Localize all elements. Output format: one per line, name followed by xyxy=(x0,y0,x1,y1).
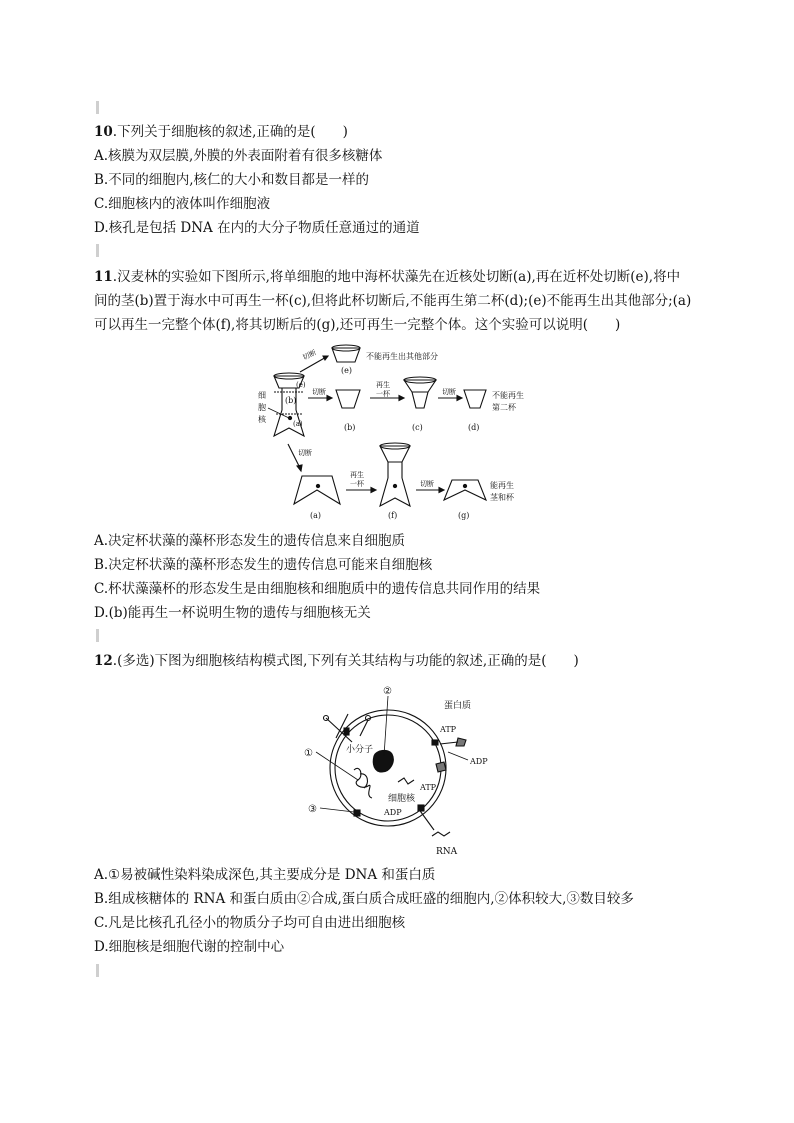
q11-number: 11 xyxy=(94,269,113,285)
protein-shape xyxy=(436,762,446,772)
q12-option-a: A.①易被碱性染料染成深色,其主要成分是 DNA 和蛋白质 xyxy=(94,867,436,883)
label-b: (b) xyxy=(344,423,356,432)
label-cut-4: 切断 xyxy=(298,449,312,457)
label-atp-2: ATP xyxy=(420,783,437,792)
nucleus-label-2: 胞 xyxy=(258,403,266,412)
label-a-bottom: (a) xyxy=(310,511,322,520)
q10-number: 10 xyxy=(94,124,113,140)
pointer-adp xyxy=(448,752,468,760)
arrowhead xyxy=(323,356,328,360)
label-regen-1b: 一杯 xyxy=(376,390,390,398)
label-e-top: (e) xyxy=(341,366,352,375)
q11-option-a: A.决定杯状藻的藻杯形态发生的遗传信息来自细胞质 xyxy=(94,533,406,549)
chromatin xyxy=(354,768,372,798)
q12-stem xyxy=(94,652,579,670)
label-f: (f) xyxy=(388,511,398,520)
pointer-1 xyxy=(316,752,358,780)
pointer-2 xyxy=(384,696,388,756)
label-cut-3: 切断 xyxy=(442,388,456,396)
arrow-protein-in xyxy=(440,742,458,744)
label-e-note: 不能再生出其他部分 xyxy=(366,352,438,361)
pointer-3 xyxy=(320,808,354,812)
q11-option-b: B.决定杯状藻的藻杯形态发生的遗传信息可能来自细胞核 xyxy=(94,557,433,573)
label-cut-1: 切断 xyxy=(301,348,318,362)
label-rna: RNA xyxy=(436,847,458,857)
q10-option-c: C.细胞核内的液体叫作细胞液 xyxy=(94,196,271,212)
nucleus-dot xyxy=(393,484,396,487)
label-d: (d) xyxy=(468,423,480,432)
label-c: (c) xyxy=(412,423,423,432)
q12-option-c: C.凡是比核孔孔径小的物质分子均可自由进出细胞核 xyxy=(94,915,406,931)
label-circle-3: ③ xyxy=(308,804,317,815)
label-circle-1: ① xyxy=(304,748,313,759)
nucleolus xyxy=(373,750,393,772)
rna-strand xyxy=(432,832,450,836)
label-g: (g) xyxy=(458,511,470,520)
label-b-whole: (b) xyxy=(285,396,297,405)
acetabularia-experiment-diagram xyxy=(252,340,542,525)
label-no-second-1: 不能再生 xyxy=(492,391,524,400)
label-a-whole: (a) xyxy=(293,420,303,428)
arrowhead xyxy=(457,396,462,401)
stem-f xyxy=(388,462,402,478)
q11-stem-text-1: .汉麦林的实验如下图所示,将单细胞的地中海杯状藻先在近核处切断(a),再在近杯处切断(e),将中 xyxy=(112,269,681,285)
separator-mark xyxy=(96,244,99,257)
q10-stem xyxy=(94,123,348,141)
q11-option-c: C.杯状藻藻杯的形态发生是由细胞核和细胞质中的遗传信息共同作用的结果 xyxy=(94,581,541,597)
label-regen-2a: 再生 xyxy=(350,471,364,479)
nuclear-pore xyxy=(432,740,438,745)
stem-b xyxy=(336,390,360,408)
rhizoid-f xyxy=(380,478,410,506)
q12-number: 12 xyxy=(94,653,113,669)
arrowhead xyxy=(327,396,332,401)
q12-stem-text: .(多选)下图为细胞核结构模式图,下列有关其结构与功能的叙述,正确的是( ) xyxy=(112,653,579,669)
label-adp-1: ADP xyxy=(470,757,488,766)
q10-option-a: A.核膜为双层膜,外膜的外表面附着有很多核糖体 xyxy=(94,148,383,164)
nuclear-pore xyxy=(354,810,360,816)
label-regen-stem-2: 茎和杯 xyxy=(490,493,514,502)
label-nucleus: 细胞核 xyxy=(388,794,416,804)
nucleus-dot xyxy=(316,484,319,487)
nucleus-label-1: 细 xyxy=(258,391,266,400)
q12-option-d: D.细胞核是细胞代谢的控制中心 xyxy=(94,939,285,955)
q10-stem-text: .下列关于细胞核的叙述,正确的是( ) xyxy=(112,124,348,140)
q10-option-d: D.核孔是包括 DNA 在内的大分子物质任意通过的通道 xyxy=(94,220,420,236)
arrowhead xyxy=(297,465,302,471)
q11-stem-line-1 xyxy=(94,268,680,286)
arrowhead xyxy=(371,488,376,493)
arrowhead xyxy=(439,488,444,493)
label-cut-5: 切断 xyxy=(420,480,434,488)
rhizoid-a xyxy=(294,476,340,504)
label-small-molecule: 小分子 xyxy=(346,745,374,755)
nucleus-pointer xyxy=(268,408,289,418)
q10-option-b: B.不同的细胞内,核仁的大小和数目都是一样的 xyxy=(94,172,370,188)
nucleus-dot xyxy=(463,484,466,487)
nucleus-structure-diagram xyxy=(298,680,498,858)
label-cut-2: 切断 xyxy=(312,388,326,396)
q11-stem-line-3: 可以再生一完整个体(f),将其切断后的(g),还可再生一完整个体。这个实验可以说明( ) xyxy=(94,317,621,333)
q12-option-b: B.组成核糖体的 RNA 和蛋白质由②合成,蛋白质合成旺盛的细胞内,②体积较大,③数目较多 xyxy=(94,891,634,907)
nucleus-label-3: 核 xyxy=(258,415,266,424)
separator-mark xyxy=(96,964,99,977)
stem-c xyxy=(412,392,428,408)
label-adp-2: ADP xyxy=(384,808,402,817)
label-e-small: (e) xyxy=(296,381,306,389)
stem-d xyxy=(464,390,486,408)
rna-strand xyxy=(398,778,414,784)
q11-option-d: D.(b)能再生一杯说明生物的遗传与细胞核无关 xyxy=(94,605,371,621)
label-protein: 蛋白质 xyxy=(444,701,472,711)
arrowhead xyxy=(399,396,404,401)
separator-mark xyxy=(96,101,99,114)
label-atp-1: ATP xyxy=(440,725,457,734)
label-regen-1a: 再生 xyxy=(376,381,390,389)
separator-mark xyxy=(96,629,99,642)
nuclear-pore xyxy=(344,728,349,735)
label-regen-stem-1: 能再生 xyxy=(490,481,514,490)
label-circle-2: ② xyxy=(383,686,392,697)
rhizoid-g xyxy=(444,480,486,500)
q11-stem-line-2: 间的茎(b)置于海水中可再生一杯(c),但将此杯切断后,不能再生第二杯(d);(e)不能再生出其他部分;(a) xyxy=(94,293,692,309)
label-no-second-2: 第二杯 xyxy=(492,403,516,412)
label-regen-2b: 一杯 xyxy=(350,480,364,488)
